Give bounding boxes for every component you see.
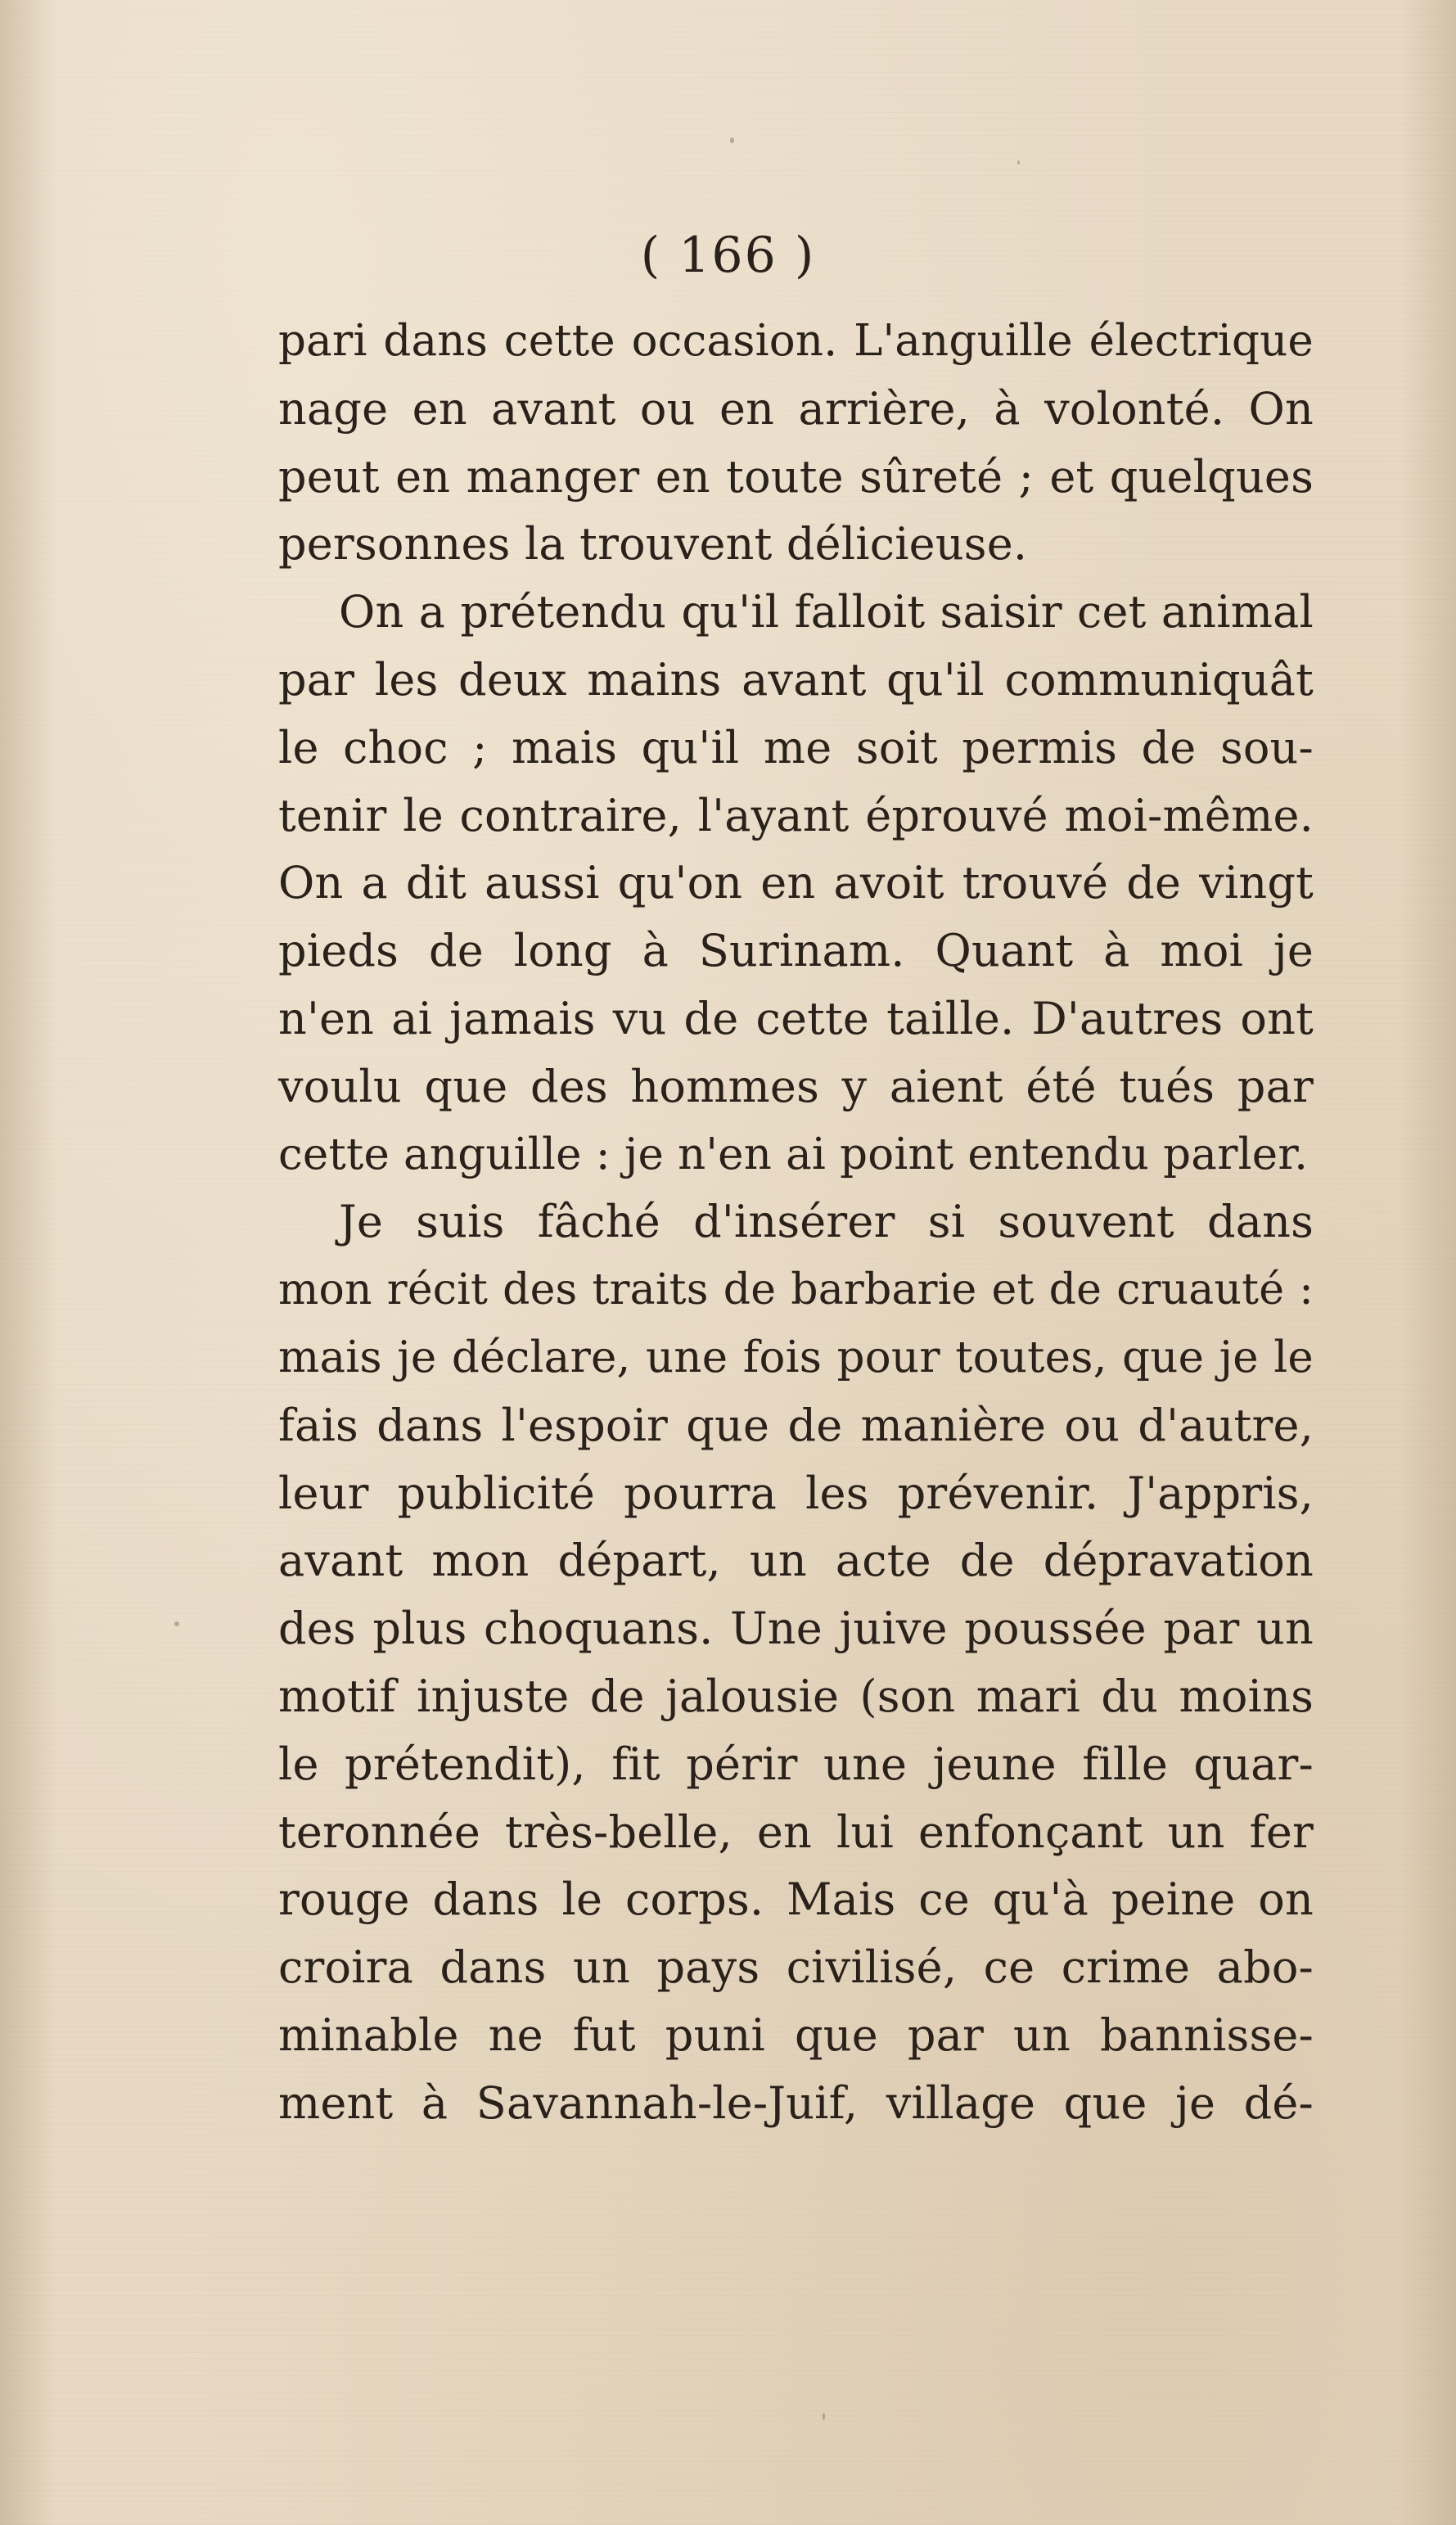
paper-speck (174, 1621, 179, 1626)
page-number-header: ( 166 ) (640, 227, 816, 284)
text-line: minable ne fut puni que par un bannisse- (278, 2009, 1314, 2061)
text-line: des plus choquans. Une juive poussée par un (278, 1603, 1314, 1655)
text-line: On a dit aussi qu'on en avoit trouvé de vingt (278, 857, 1314, 909)
paper-speck (1017, 160, 1020, 165)
text-line: le choc ; mais qu'il me soit permis de sou- (278, 721, 1314, 773)
text-line: mon récit des traits de barbarie et de cruauté : (278, 1265, 1314, 1315)
text-line: motif injuste de jalousie (son mari du moins (278, 1670, 1314, 1722)
text-line: Je suis fâché d'insérer si souvent dans (339, 1196, 1314, 1248)
text-line: voulu que des hommes y aient été tués par (278, 1060, 1314, 1112)
text-line: n'en ai jamais vu de cette taille. D'autres ont (278, 992, 1314, 1044)
text-line: cette anguille : je n'en ai point entendu parler. (278, 1129, 1309, 1179)
text-line: On a prétendu qu'il falloit saisir cet animal (339, 586, 1314, 638)
text-line: teronnée très-belle, en lui enfonçant un fer (278, 1806, 1314, 1858)
text-line: rouge dans le corps. Mais ce qu'à peine on (278, 1873, 1314, 1926)
text-line: nage en avant ou en arrière, à volonté. On (278, 382, 1314, 435)
text-line: croira dans un pays civilisé, ce crime abo- (278, 1941, 1314, 1994)
text-line: personnes la trouvent délicieuse. (278, 518, 1028, 570)
page-edge-left (0, 0, 57, 2525)
text-line: peut en manger en toute sûreté ; et quelques (278, 450, 1314, 503)
paper-speck (823, 2413, 825, 2420)
text-line: fais dans l'espoir que de manière ou d'autre, (278, 1399, 1314, 1451)
text-line: par les deux mains avant qu'il communiquât (278, 653, 1314, 706)
text-line: mais je déclare, une fois pour toutes, que je le (278, 1332, 1314, 1382)
text-line: le prétendit), fit périr une jeune fille quar- (278, 1738, 1314, 1790)
paper-speck (730, 138, 734, 143)
text-line: avant mon départ, un acte de dépravation (278, 1535, 1314, 1587)
text-line: leur publicité pourra les prévenir. J'appris, (278, 1467, 1314, 1519)
text-line: pari dans cette occasion. L'anguille électrique (278, 316, 1314, 366)
text-line: ment à Savannah-le-Juif, village que je dé- (278, 2076, 1314, 2129)
body-text (278, 308, 1314, 2138)
page-edge-right (1399, 0, 1456, 2525)
text-line: tenir le contraire, l'ayant éprouvé moi-même. (278, 789, 1314, 841)
text-line: pieds de long à Surinam. Quant à moi je (278, 925, 1314, 977)
